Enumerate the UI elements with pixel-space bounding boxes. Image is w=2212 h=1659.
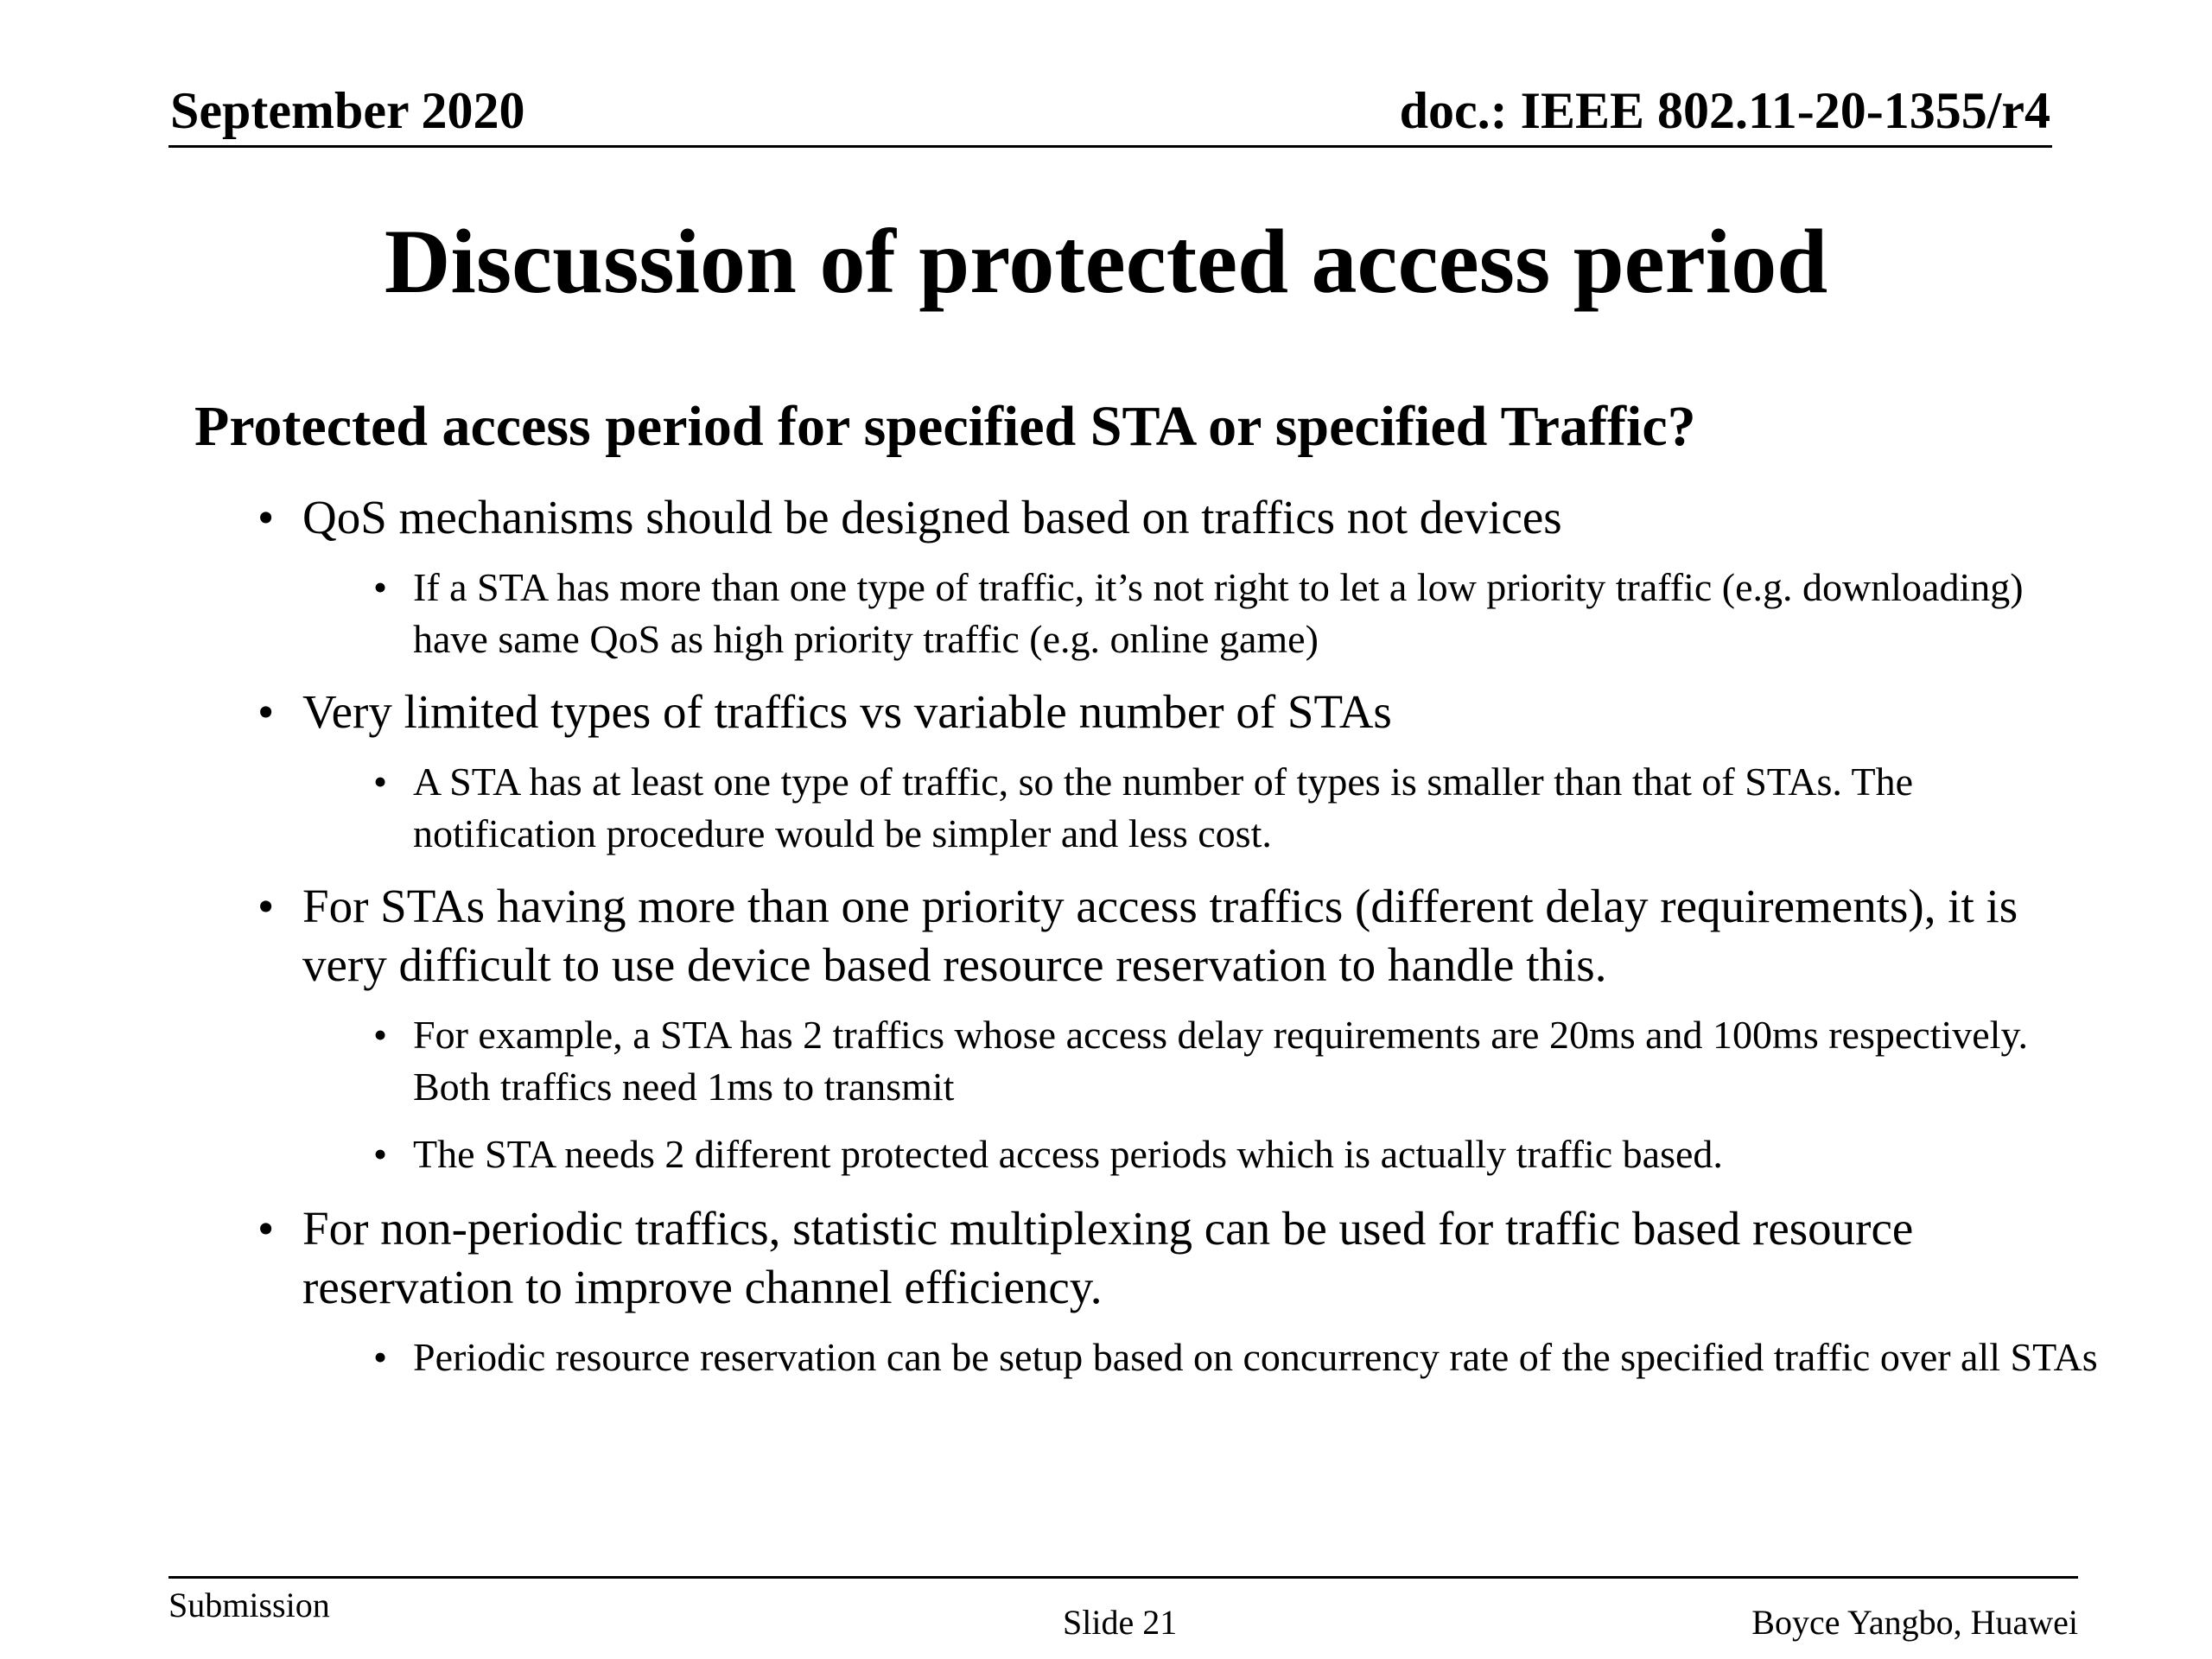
bullet-text: For STAs having more than one priority access traffics (different delay requirements), it is very difficult to use device based resource reservation to handle this.: [302, 880, 2018, 991]
footer-slide-number: Slide 21: [1063, 1603, 1178, 1642]
sub-bullet-text: If a STA has more than one type of traffic, it’s not right to let a low priority traffic (e.g. downloading) have same QoS as high priority traffic (e.g. online game): [413, 565, 2024, 661]
footer-author: Boyce Yangbo, Huawei: [1751, 1603, 2078, 1642]
bullet-text: QoS mechanisms should be designed based on traffics not devices: [302, 491, 1562, 543]
bullet-dot-icon: •: [257, 685, 275, 738]
sub-bullet-item: [373, 756, 2098, 860]
bullet-dot-icon: •: [257, 1202, 275, 1255]
header-doc-id: doc.: IEEE 802.11-20-1355/r4: [1399, 82, 2050, 139]
bullet-item: [257, 488, 2074, 547]
bullet-text: For non-periodic traffics, statistic multiplexing can be used for traffic based resource reservation to improve channel efficiency.: [302, 1202, 1914, 1313]
footer-divider: [168, 1576, 2078, 1579]
sub-bullet-item: [373, 1332, 2098, 1383]
bullet-item: [257, 683, 2074, 741]
bullet-item: [257, 877, 2074, 995]
sub-bullet-item: [373, 562, 2098, 665]
bullet-dot-icon: •: [373, 1013, 388, 1057]
bullet-dot-icon: •: [257, 880, 275, 932]
bullet-dot-icon: •: [257, 491, 275, 543]
sub-bullet-item: [373, 1009, 2098, 1113]
sub-bullet-text: For example, a STA has 2 traffics whose access delay requirements are 20ms and 100ms respectively. Both traffics need 1ms to transmit: [413, 1013, 2028, 1109]
sub-bullet-text: Periodic resource reservation can be setup based on concurrency rate of the specified traffic over all STAs: [413, 1335, 2098, 1379]
slide-title: Discussion of protected access period: [384, 211, 1828, 312]
header-date: September 2020: [170, 82, 525, 139]
slide-subtitle: Protected access period for specified STA or specified Traffic?: [194, 395, 1696, 458]
footer-submission: Submission: [168, 1586, 330, 1624]
sub-bullet-text: The STA needs 2 different protected access periods which is actually traffic based.: [413, 1132, 1723, 1176]
bullet-dot-icon: •: [373, 1335, 388, 1379]
sub-bullet-text: A STA has at least one type of traffic, so the number of types is smaller than that of STAs. The notification procedure would be simpler and less cost.: [413, 760, 1914, 855]
bullet-text: Very limited types of traffics vs variable number of STAs: [302, 685, 1392, 738]
bullet-dot-icon: •: [373, 760, 388, 804]
bullet-item: [257, 1199, 2074, 1317]
bullet-dot-icon: •: [373, 565, 388, 609]
bullet-dot-icon: •: [373, 1132, 388, 1176]
sub-bullet-item: [373, 1128, 2098, 1180]
